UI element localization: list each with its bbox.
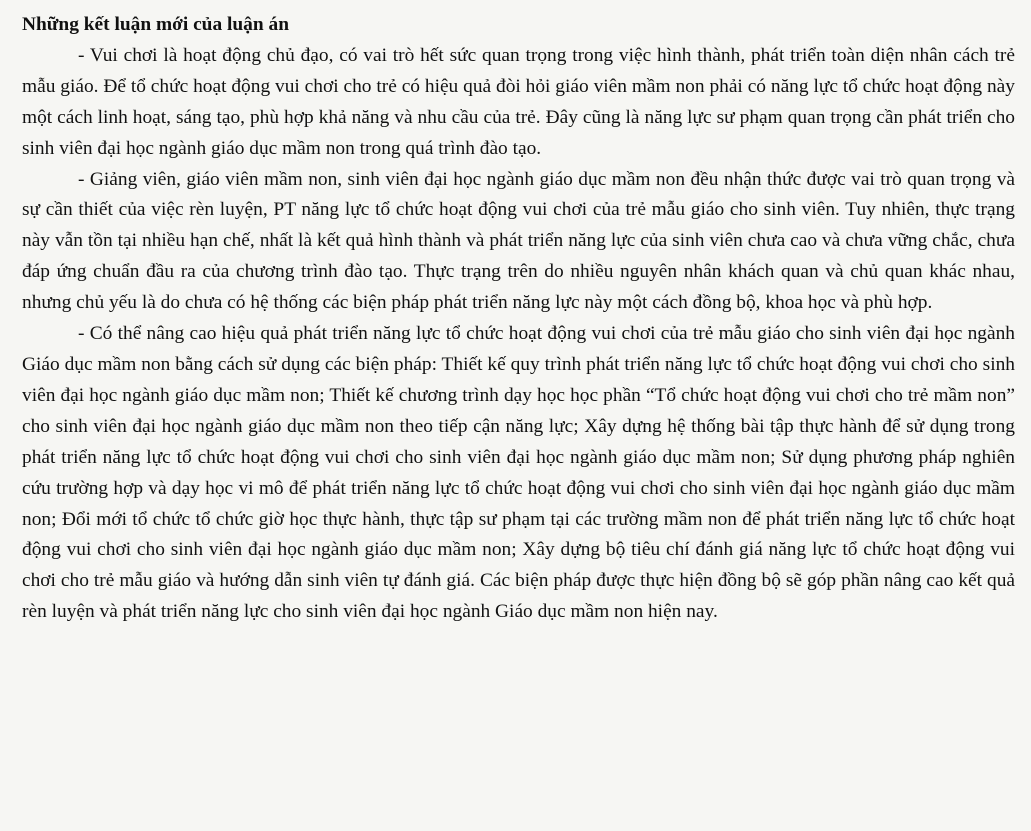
paragraph-2: - Giảng viên, giáo viên mầm non, sinh viên đại học ngành giáo dục mầm non đều nhận thức được vai trò quan trọng và sự cần thiết của việc rèn luyện, PT năng lực tổ chức hoạt động vui chơi của trẻ mẫu giáo cho sinh viên. Tuy nhiên, thực trạng này vẫn tồn tại nhiều hạn chế, nhất là kết quả hình thành và phát triển năng lực của sinh viên chưa cao và chưa vững chắc, chưa đáp ứng chuẩn đầu ra của chương trình đào tạo. Thực trạng trên do nhiều nguyên nhân khách quan và chủ quan khác nhau, nhưng chủ yếu là do chưa có hệ thống các biện pháp phát triển năng lực này một cách đồng bộ, khoa học và phù hợp. xyxy=(22,168,1015,314)
paragraph-1: - Vui chơi là hoạt động chủ đạo, có vai trò hết sức quan trọng trong việc hình thành, phát triển toàn diện nhân cách trẻ mẫu giáo. Để tổ chức hoạt động vui chơi cho trẻ có hiệu quả đòi hỏi giáo viên mầm non phải có năng lực tổ chức hoạt động này một cách linh hoạt, sáng tạo, phù hợp khả năng và nhu cầu của trẻ. Đây cũng là năng lực sư phạm quan trọng cần phát triển cho sinh viên đại học ngành giáo dục mầm non trong quá trình đào tạo. xyxy=(22,44,1015,159)
paragraph-3: - Có thể nâng cao hiệu quả phát triển năng lực tổ chức hoạt động vui chơi của trẻ mẫu giáo cho sinh viên đại học ngành Giáo dục mầm non bằng cách sử dụng các biện pháp: Thiết kế quy trình phát triển năng lực tổ chức hoạt động vui chơi cho sinh viên đại học ngành giáo dục mầm non; Thiết kế chương trình dạy học học phần “Tổ chức hoạt động vui chơi cho trẻ mầm non” cho sinh viên đại học ngành giáo dục mầm non theo tiếp cận năng lực; Xây dựng hệ thống bài tập thực hành để sử dụng trong phát triển năng lực tổ chức hoạt động vui chơi cho sinh viên đại học ngành giáo dục mầm non; Sử dụng phương pháp nghiên cứu trường hợp và dạy học vi mô để phát triển năng lực tổ chức hoạt động vui chơi cho sinh viên đại học ngành giáo dục mầm non; Đổi mới tổ chức tổ chức giờ học thực hành, thực tập sư phạm tại các trường mầm non để phát triển năng lực tổ chức hoạt động vui chơi cho sinh viên đại học ngành giáo dục mầm non; Xây dựng bộ tiêu chí đánh giá năng lực tổ chức hoạt động vui chơi cho trẻ mẫu giáo và hướng dẫn sinh viên tự đánh giá. Các biện pháp được thực hiện đồng bộ sẽ góp phần nâng cao kết quả rèn luyện và phát triển năng lực cho sinh viên đại học ngành Giáo dục mầm non hiện nay. xyxy=(22,323,1015,623)
section-heading: Những kết luận mới của luận án xyxy=(22,14,289,35)
